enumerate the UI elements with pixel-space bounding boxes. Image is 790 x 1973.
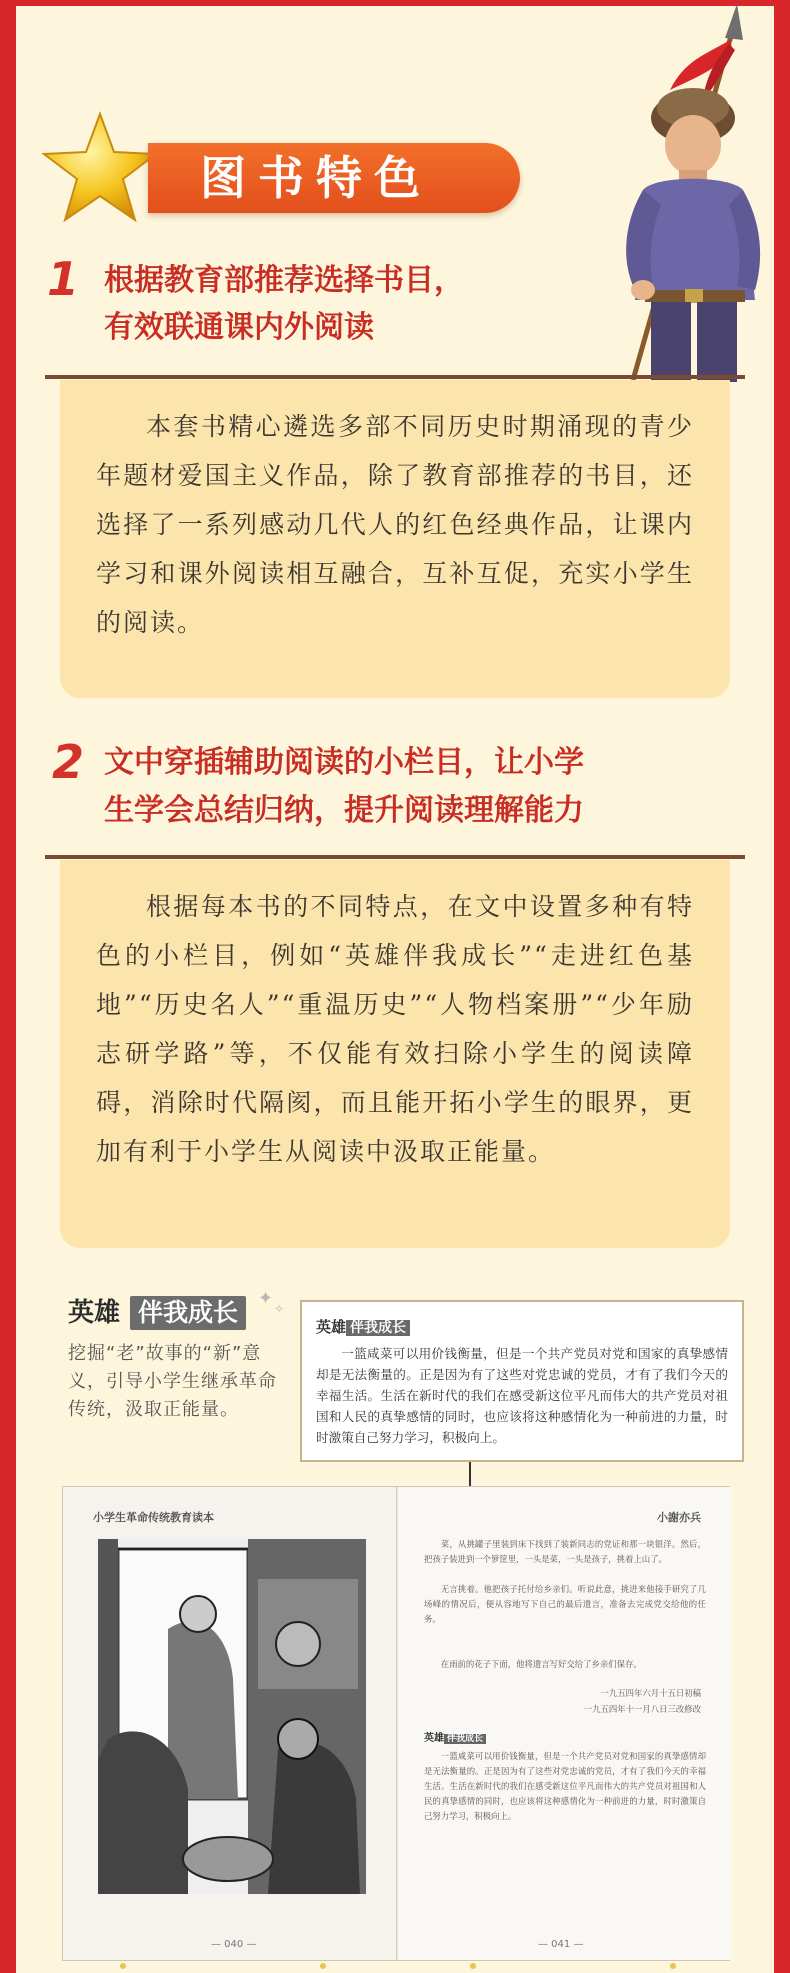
right-page-callout: 一篮咸菜可以用价钱衡量，但是一个共产党员对党和国家的真挚感情却是无法衡量的。正是因为有了这些对党忠诚的党员，才有了我们今天的幸福生活。生活在新时代的我们在感受新这位平凡而伟大的共产党员对祖国和人民的真挚感情的同时，也应该将这种感情化为一种前进的力量，时时激策自己努力学习，积极向上。 — [424, 1751, 706, 1821]
right-page-mini-tag-pill: 伴我成长 — [444, 1734, 486, 1744]
book-right-page — [398, 1487, 731, 1960]
star-icon — [40, 110, 160, 230]
section1-heading-line1: 根据教育部推荐选择书目， — [104, 263, 464, 298]
section1-number: 1 — [47, 252, 80, 306]
growth-tag-pill: 伴我成长 — [130, 1296, 246, 1330]
column-description: 挖掘“老”故事的“新”意义，引导小学生继承革命传统，汲取正能量。 — [68, 1343, 277, 1420]
callout-text: 一篮咸菜可以用价钱衡量，但是一个共产党员对党和国家的真挚感情却是无法衡量的。正是因为有了这些对党忠诚的党员，才有了我们今天的幸福生活。生活在新时代的我们在感受新这位平凡而伟大的共产党员对祖国和人民的真挚感情的同时，也应该将这种感情化为一种前进的力量，时时激策自己努力学习，积极向上。 — [316, 1346, 728, 1445]
child-soldier-illustration — [565, 0, 775, 385]
right-page-date-1: 一九五四年六月十五日初稿 — [600, 1688, 701, 1698]
section1-text-box — [60, 380, 730, 698]
left-page-number: — 040 — — [211, 1939, 257, 1950]
decor-dot — [470, 1963, 476, 1969]
section1-divider — [45, 375, 745, 379]
callout-tag-pill: 伴我成长 — [346, 1320, 410, 1336]
column-sample-callout — [300, 1300, 744, 1462]
right-page-mini-tag-hero: 英雄 — [424, 1733, 444, 1744]
section2-body: 根据每本书的不同特点，在文中设置多种有特色的小栏目，例如“英雄伴我成长”“走进红色基地”“历史名人”“重温历史”“人物档案册”“少年励志研学路”等，不仅能有效扫除小学生的阅读障碍，消除时代隔阂，而且能开拓小学生的眼界，更加有利于小学生从阅读中汲取正能量。 — [96, 892, 694, 1166]
section1-heading-line2: 有效联通课内外阅读 — [104, 310, 374, 345]
right-page-paragraph-1: 菜，从挑罐子里装到床下找到了装新同志的党证和那一块银洋。然后，把孩子装进到一个箩筐里，一头是菜，一头是孩子，挑着上山了。 — [424, 1539, 706, 1564]
section2-text-box — [60, 860, 730, 1248]
decor-dot — [670, 1963, 676, 1969]
section2-divider — [45, 855, 745, 859]
book-spread-preview — [62, 1486, 730, 1961]
book-left-page — [63, 1487, 397, 1960]
right-page-paragraph-2: 无言挑着。他把孩子托付给乡亲们。听说此意，挑进来他接手研究了几场峰的情况后，便从容地写下自己的最后遗言，准备去完成党交给他的任务。 — [424, 1584, 706, 1624]
banner-title: 图书特色 — [200, 151, 432, 205]
decor-dot — [120, 1963, 126, 1969]
right-page-number: — 041 — — [538, 1939, 584, 1950]
section2-heading-line2: 生学会总结归纳，提升阅读理解能力 — [104, 793, 584, 828]
left-page-header: 小学生革命传统教育读本 — [93, 1511, 214, 1524]
right-page-date-2: 一九五四年十一月八日三改修改 — [583, 1704, 701, 1714]
sketch-illustration — [98, 1539, 366, 1894]
frame-left — [0, 0, 16, 1973]
frame-right — [774, 0, 790, 1973]
sparkle-icon: ✧ — [274, 1302, 285, 1316]
callout-tag — [316, 1316, 728, 1337]
sparkle-icon: ✦ — [258, 1288, 274, 1309]
hero-tag-label: 英雄 — [68, 1298, 121, 1328]
right-page-paragraph-3: 在雨前的花子下面，他将遗言写好交给了乡亲们保存。 — [440, 1659, 642, 1669]
right-page-header: 小謝亦兵 — [657, 1511, 701, 1524]
right-page-mini-tag — [424, 1729, 486, 1744]
section2-number: 2 — [52, 735, 85, 789]
decor-dot — [320, 1963, 326, 1969]
callout-tag-hero: 英雄 — [316, 1318, 347, 1336]
section1-body: 本套书精心遴选多部不同历史时期涌现的青少年题材爱国主义作品，除了教育部推荐的书目，还选择了一系列感动几代人的红色经典作品，让课内学习和课外阅读相互融合，互补互促，充实小学生的阅读。 — [96, 412, 694, 637]
section2-heading-line1: 文中穿插辅助阅读的小栏目，让小学 — [104, 745, 584, 780]
